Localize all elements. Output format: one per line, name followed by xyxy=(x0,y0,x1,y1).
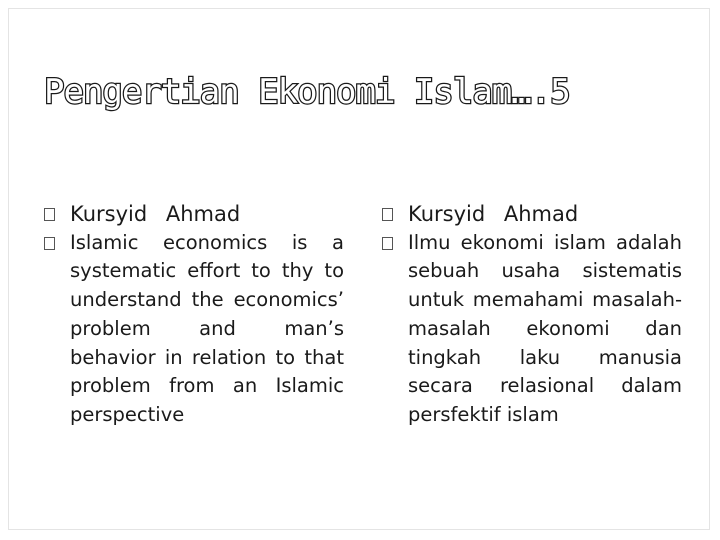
left-body-item xyxy=(44,229,344,431)
right-body-text: Ilmu ekonomi islam adalah sebuah usaha sistematis untuk memahami masalah-masalah ekonomi dan tingkah laku manusia secara relasional dalam persfektif islam xyxy=(408,230,682,427)
left-heading-item xyxy=(44,200,344,229)
left-heading-text: Kursyid Ahmad xyxy=(70,202,241,226)
right-heading-text: Kursyid Ahmad xyxy=(408,202,579,226)
left-column xyxy=(44,200,344,430)
square-bullet-icon xyxy=(382,208,393,221)
square-bullet-icon xyxy=(44,237,55,250)
square-bullet-icon xyxy=(382,237,393,250)
right-column xyxy=(382,200,682,430)
right-heading-item xyxy=(382,200,682,229)
right-body-item xyxy=(382,229,682,431)
slide-title: Pengertian Ekonomi Islam….5 xyxy=(44,72,570,112)
square-bullet-icon xyxy=(44,208,55,221)
left-body-text: Islamic economics is a systematic effort to thy to understand the economics’ problem and man’s behavior in relation to that problem from an Islamic perspective xyxy=(70,230,344,427)
